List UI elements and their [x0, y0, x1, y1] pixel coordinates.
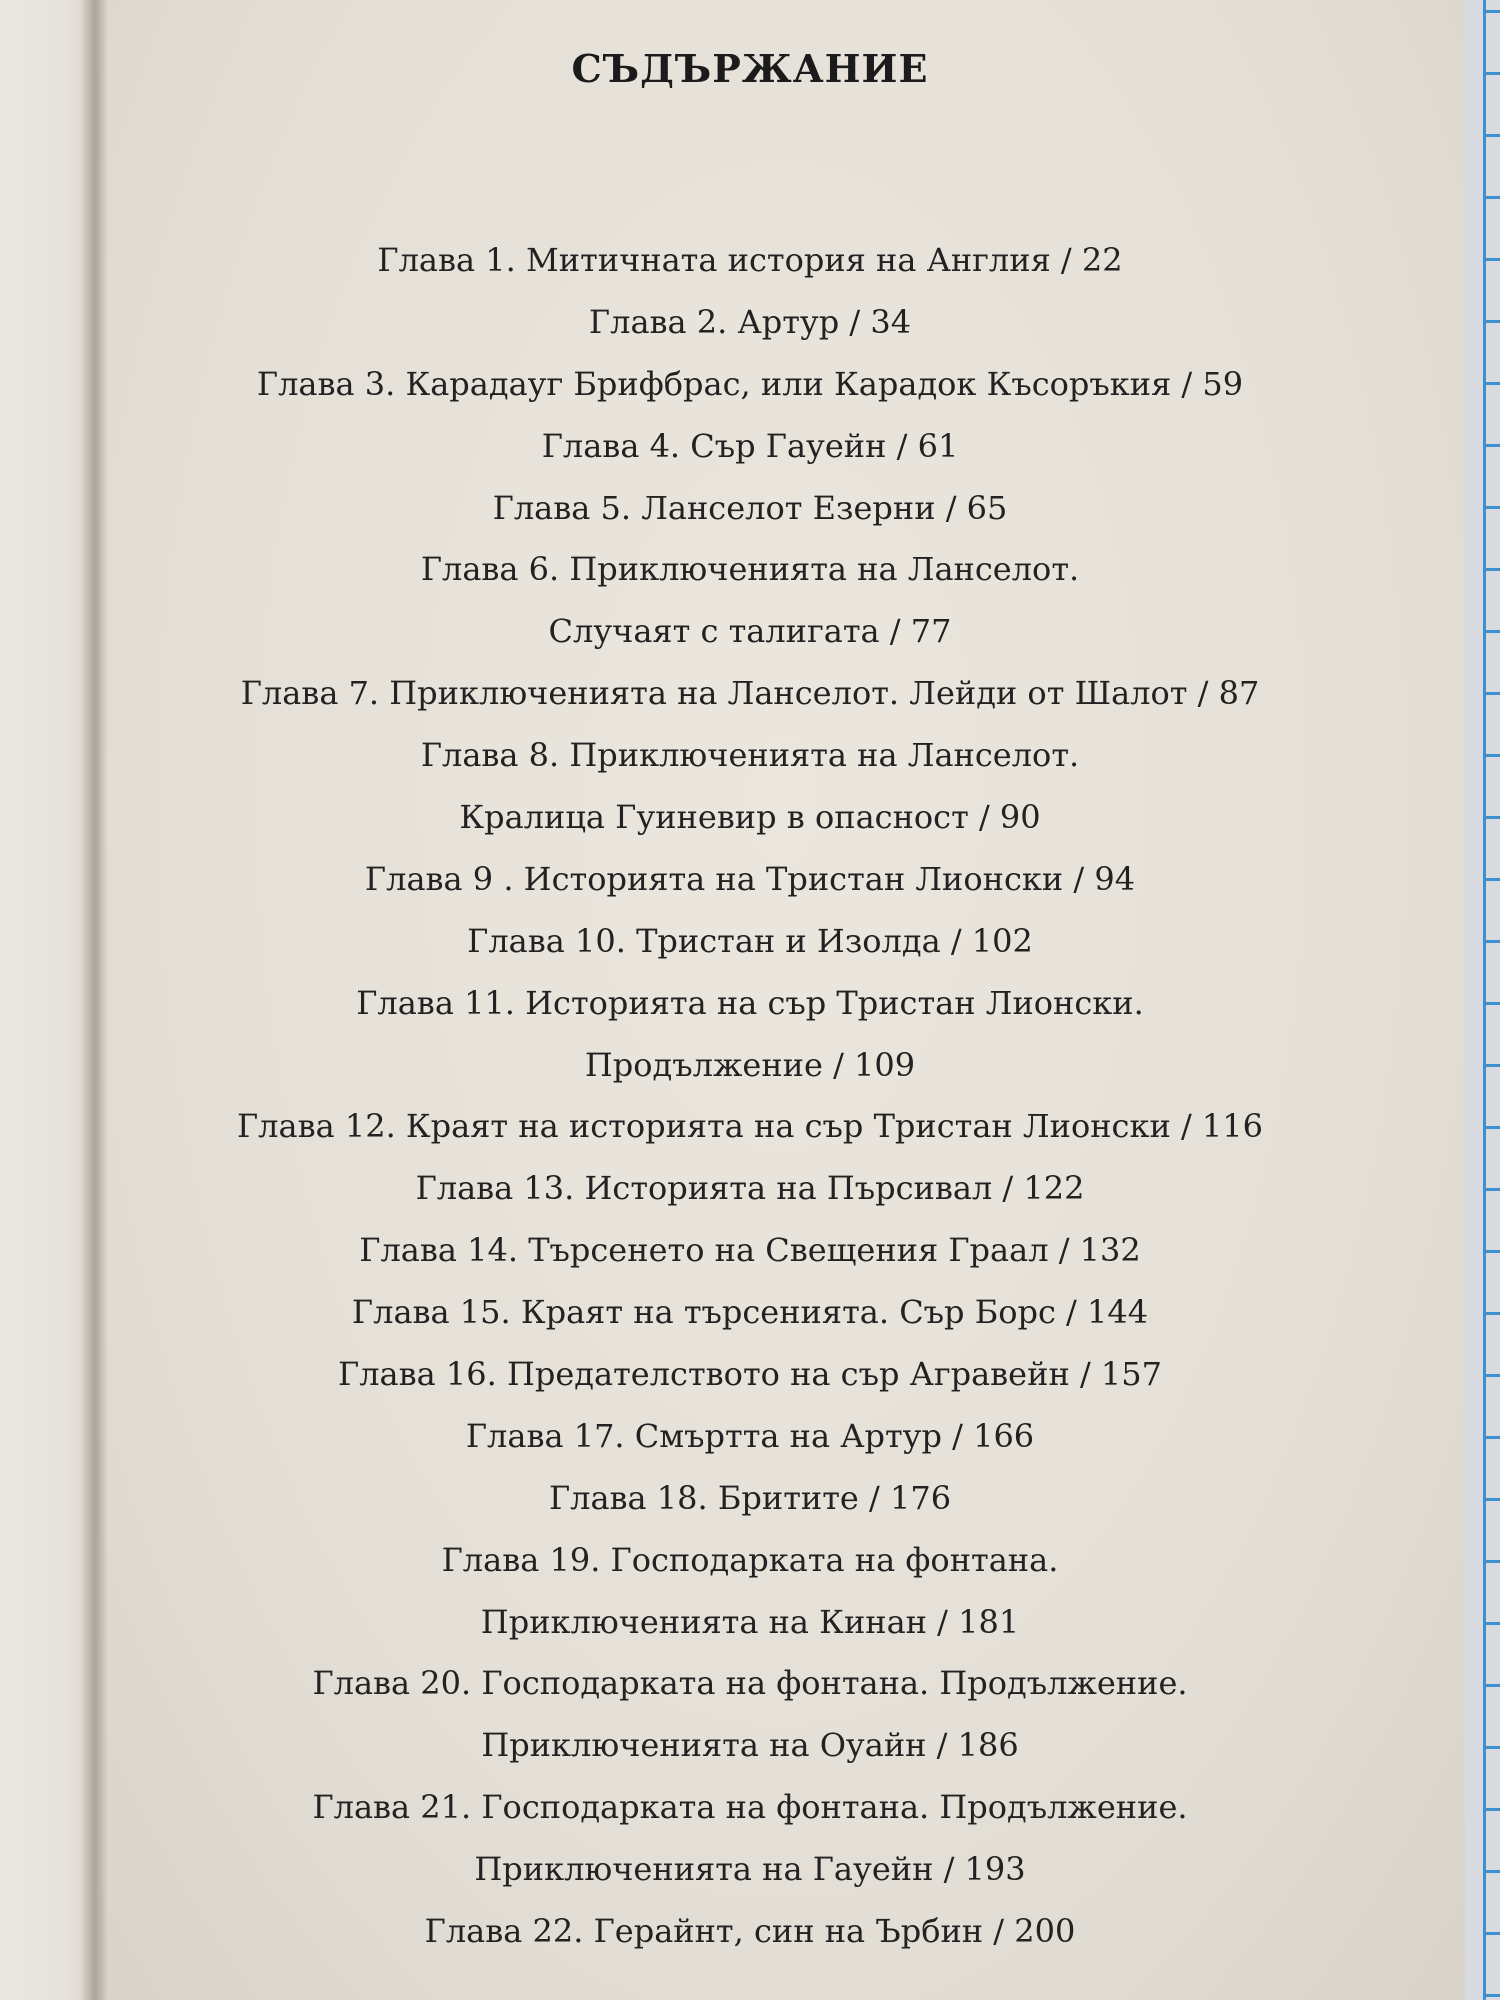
toc-entry-continuation: Приключенията на Кинан / 181 — [480, 1602, 1020, 1641]
graph-paper-line — [1486, 1994, 1500, 1997]
toc-entry: Глава 11. Историята на сър Тристан Лионски. — [356, 983, 1144, 1022]
toc-entry: Глава 8. Приключенията на Ланселот. — [420, 736, 1080, 775]
toc-entry: Глава 13. Историята на Пърсивал / 122 — [415, 1169, 1085, 1208]
toc-entry: Глава 21. Господарката на фонтана. Продължение. — [312, 1788, 1188, 1827]
toc-entry: Глава 20. Господарката на фонтана. Продължение. — [312, 1664, 1188, 1703]
toc-entry-continuation: Продължение / 109 — [584, 1045, 916, 1084]
toc-entry: Глава 6. Приключенията на Ланселот. — [420, 550, 1080, 589]
page-title: СЪДЪРЖАНИЕ — [571, 46, 929, 91]
toc-entry-continuation: Приключенията на Гауейн / 193 — [474, 1850, 1026, 1889]
toc-entry: Глава 15. Краят на търсенията. Сър Борс / 144 — [351, 1293, 1149, 1332]
toc-entry-continuation: Приключенията на Оуайн / 186 — [481, 1726, 1019, 1765]
toc-entry: Глава 1. Митичната история на Англия / 22 — [377, 241, 1123, 279]
toc-entry-continuation: Случаят с талигата / 77 — [548, 612, 952, 651]
toc-entry: Глава 16. Предателството на сър Агравейн / 157 — [338, 1355, 1162, 1394]
toc-entry: Глава 19. Господарката на фонтана. — [441, 1540, 1059, 1579]
graph-paper-line — [1486, 134, 1500, 137]
table-of-contents — [0, 238, 1500, 1971]
toc-entry: Глава 4. Сър Гауейн / 61 — [541, 426, 959, 465]
toc-entry: Глава 12. Краят на историята на сър Тристан Лионски / 116 — [236, 1107, 1263, 1146]
toc-entry-continuation: Кралица Гуиневир в опасност / 90 — [459, 798, 1041, 837]
toc-entry: Глава 22. Герайнт, син на Ърбин / 200 — [424, 1912, 1076, 1951]
toc-entry: Глава 14. Търсенето на Свещения Граал / 132 — [359, 1231, 1141, 1270]
toc-entry: Глава 3. Карадауг Брифбрас, или Карадок Късоръкия / 59 — [256, 364, 1244, 403]
graph-paper-line — [1486, 10, 1500, 13]
toc-entry: Глава 10. Тристан и Изолда / 102 — [467, 921, 1033, 960]
toc-entry: Глава 7. Приключенията на Ланселот. Лейди от Шалот / 87 — [240, 674, 1260, 713]
toc-entry: Глава 9 . Историята на Тристан Лионски / 94 — [364, 859, 1136, 898]
toc-entry: Глава 17. Смъртта на Артур / 166 — [465, 1416, 1035, 1455]
toc-entry: Глава 2. Артур / 34 — [588, 302, 912, 341]
toc-entry: Глава 5. Ланселот Езерни / 65 — [492, 488, 1008, 527]
toc-entry: Глава 18. Бритите / 176 — [548, 1478, 952, 1517]
graph-paper-line — [1486, 196, 1500, 199]
